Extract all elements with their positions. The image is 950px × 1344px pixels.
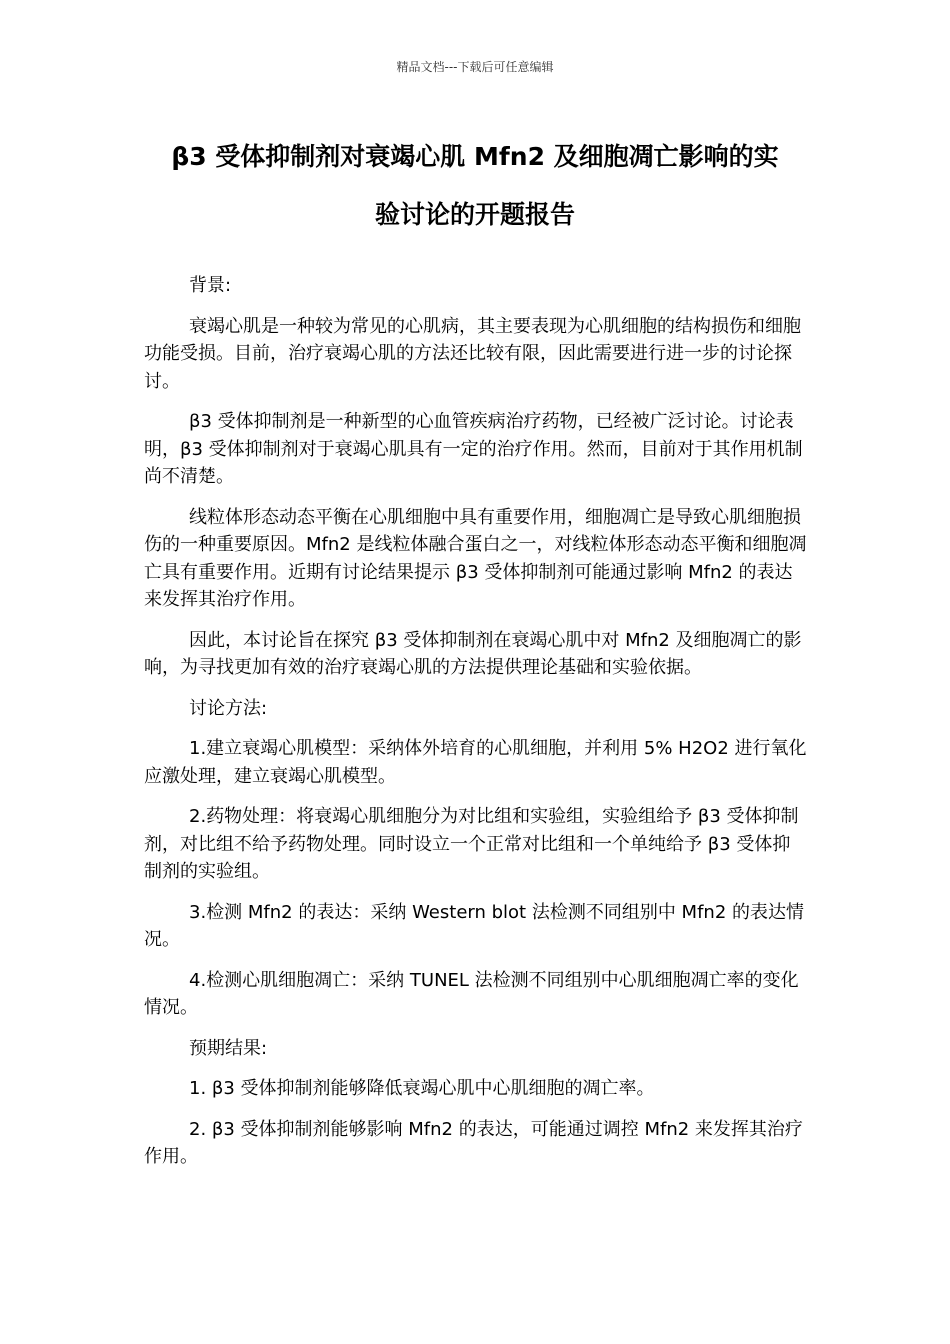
method-item-1: 1.建立衰竭心肌模型：采纳体外培育的心肌细胞，并利用 5% H2O2 进行氧化应激处理，建立衰竭心肌模型。: [144, 738, 807, 787]
document-body: [144, 272, 808, 1184]
method-item-4: 4.检测心肌细胞凋亡：采纳 TUNEL 法检测不同组别中心肌细胞凋亡率的变化情况。: [144, 969, 799, 1018]
section-heading-background: 背景:: [189, 275, 232, 296]
expected-result-1: 1. β3 受体抑制剂能够降低衰竭心肌中心肌细胞的凋亡率。: [189, 1078, 655, 1099]
title-line-1: β3 受体抑制剂对衰竭心肌 Mfn2 及细胞凋亡影响的实: [171, 142, 779, 171]
section-heading-methods: 讨论方法:: [189, 697, 268, 719]
paragraph-background-3: 线粒体形态动态平衡在心肌细胞中具有重要作用，细胞凋亡是导致心肌细胞损伤的一种重要原因。Mfn2 是线粒体融合蛋白之一，对线粒体形态动态平衡和细胞凋亡具有重要作用。近期有讨论结果提示 β3 受体抑制剂可能通过影响 Mfn2 的表达来发挥其治疗作用。: [144, 506, 807, 610]
document-title: [140, 128, 810, 244]
expected-result-2: 2. β3 受体抑制剂能够影响 Mfn2 的表达，可能通过调控 Mfn2 来发挥其治疗作用。: [144, 1118, 803, 1167]
method-item-3: 3.检测 Mfn2 的表达：采纳 Western blot 法检测不同组别中 Mfn2 的表达情况。: [144, 901, 804, 950]
header-note: 精品文档---下载后可任意编辑: [396, 60, 554, 74]
paragraph-background-2: β3 受体抑制剂是一种新型的心血管疾病治疗药物，已经被广泛讨论。讨论表明，β3 受体抑制剂对于衰竭心肌具有一定的治疗作用。然而，目前对于其作用机制尚不清楚。: [144, 411, 803, 487]
method-item-2: 2.药物处理：将衰竭心肌细胞分为对比组和实验组，实验组给予 β3 受体抑制剂，对比组不给予药物处理。同时设立一个正常对比组和一个单纯给予 β3 受体抑制剂的实验组。: [144, 806, 799, 882]
paragraph-background-4: 因此，本讨论旨在探究 β3 受体抑制剂在衰竭心肌中对 Mfn2 及细胞凋亡的影响，为寻找更加有效的治疗衰竭心肌的方法提供理论基础和实验依据。: [144, 629, 802, 678]
section-heading-expected-results: 预期结果:: [189, 1037, 268, 1059]
title-line-2: 验讨论的开题报告: [374, 200, 575, 229]
paragraph-background-1: 衰竭心肌是一种较为常见的心肌病，其主要表现为心肌细胞的结构损伤和细胞功能受损。目前，治疗衰竭心肌的方法还比较有限，因此需要进行进一步的讨论探讨。: [144, 315, 801, 392]
